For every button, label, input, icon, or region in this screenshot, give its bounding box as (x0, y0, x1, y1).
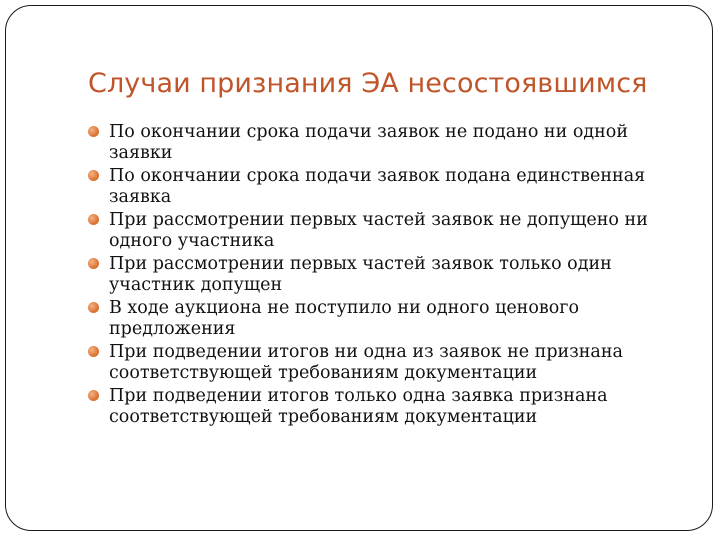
list-item (88, 298, 688, 339)
list-item (88, 210, 688, 251)
bullet-text: При подведении итогов только одна заявка признана соответствующей требованиям документации (109, 386, 608, 427)
bullet-text: В ходе аукциона не поступило ни одного ценового предложения (109, 298, 579, 339)
bullet-dot-icon (88, 346, 99, 357)
bullet-list (88, 122, 688, 430)
bullet-text: При рассмотрении первых частей заявок не допущено ни одного участника (109, 210, 648, 251)
bullet-text: По окончании срока подачи заявок подана единственная заявка (109, 166, 646, 207)
slide-frame (5, 5, 713, 531)
list-item (88, 166, 688, 207)
bullet-dot-icon (88, 390, 99, 401)
list-item (88, 254, 688, 295)
slide-title: Случаи признания ЭА несостоявшимся (88, 68, 648, 99)
list-item (88, 122, 688, 163)
list-item (88, 342, 688, 383)
bullet-dot-icon (88, 170, 99, 181)
bullet-dot-icon (88, 126, 99, 137)
list-item (88, 386, 688, 427)
bullet-dot-icon (88, 258, 99, 269)
bullet-text: При рассмотрении первых частей заявок только один участник допущен (109, 254, 612, 295)
bullet-dot-icon (88, 214, 99, 225)
bullet-dot-icon (88, 302, 99, 313)
bullet-text: При подведении итогов ни одна из заявок не признана соответствующей требованиям документации (109, 342, 623, 383)
bullet-text: По окончании срока подачи заявок не подано ни одной заявки (109, 122, 628, 163)
